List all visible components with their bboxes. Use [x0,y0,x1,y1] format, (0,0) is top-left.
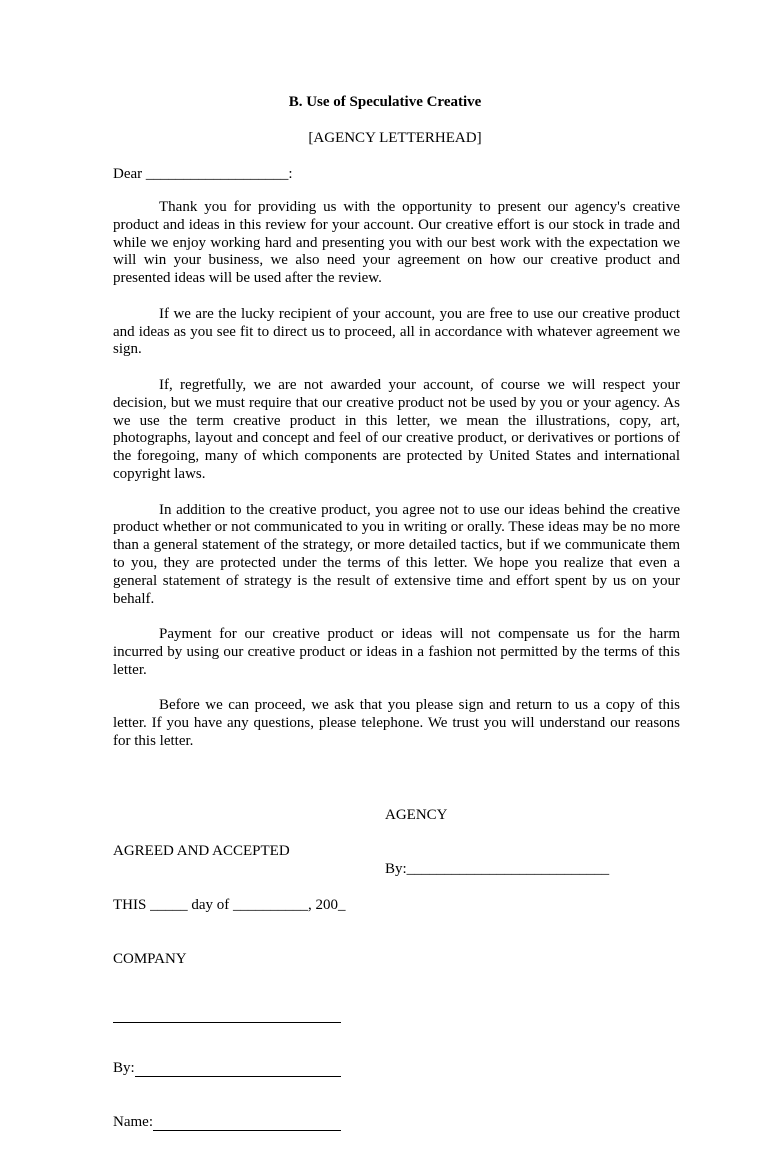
paragraph-thank-you: Thank you for providing us with the opportunity to present our agency's creative product and ideas in this review for your account. Our creative effort is our stock in trade and while we enjoy working hard and presenting you with our best work with the expectation we will win your business, we also need your agreement on how our creative product and presented ideas will be used after the review. [113,199,680,287]
letter-body [113,199,680,769]
paragraph-sign-return: Before we can proceed, we ask that you please sign and return to us a copy of this letter. If you have any questions, please telephone. We trust you will understand our reasons for this letter. [113,697,680,749]
company-name-rule [153,1116,341,1131]
company-label: COMPANY [113,951,187,967]
agreed-accepted-heading: AGREED AND ACCEPTED [113,843,290,859]
paragraph-payment: Payment for our creative product or ideas will not compensate us for the harm incurred by using our creative product or ideas in a fashion not permitted by the terms of this letter. [113,626,680,678]
agency-letterhead-placeholder: [AGENCY LETTERHEAD] [308,130,482,146]
agency-name: AGENCY [385,807,448,823]
company-name-row [113,1113,346,1131]
agency-signature-block [385,770,609,914]
company-name-label: Name: [113,1114,153,1130]
agency-by-line: By:___________________________ [385,861,610,877]
paragraph-ideas: In addition to the creative product, you agree not to use our ideas behind the creative product whether or not communicated to you in writing or orally. These ideas may be no more than a general statement of the strategy, or more detailed tactics, but if we communicate them to you, they are protected under the terms of this letter. We hope you realize that even a general statement of strategy is the result of extensive time and effort spent by us on your behalf. [113,501,680,607]
company-by-row [113,1059,346,1077]
acceptance-date-line: THIS _____ day of __________, 200_ [113,897,346,913]
company-by-rule [135,1062,341,1077]
paragraph-award-use: If we are the lucky recipient of your account, you are free to use our creative product and ideas as you see fit to direct us to proceed, all in accordance with whatever agreement we sign. [113,305,680,358]
paragraph-not-awarded: If, regretfully, we are not awarded your account, of course we will respect your decision, but we must require that our creative product not be used by you or your agency. As we use the term creative product in this letter, we mean the illustrations, copy, art, photographs, layout and concept and feel of our creative product, or derivatives or portions of the foregoing, many of which components are protected by United States and international copyright laws. [113,376,680,482]
company-by-label: By: [113,1060,135,1076]
acceptance-signature-block [113,806,346,1167]
salutation: Dear ___________________: [113,166,293,182]
document-title: B. Use of Speculative Creative [288,94,482,110]
company-signature-line [113,1004,341,1023]
